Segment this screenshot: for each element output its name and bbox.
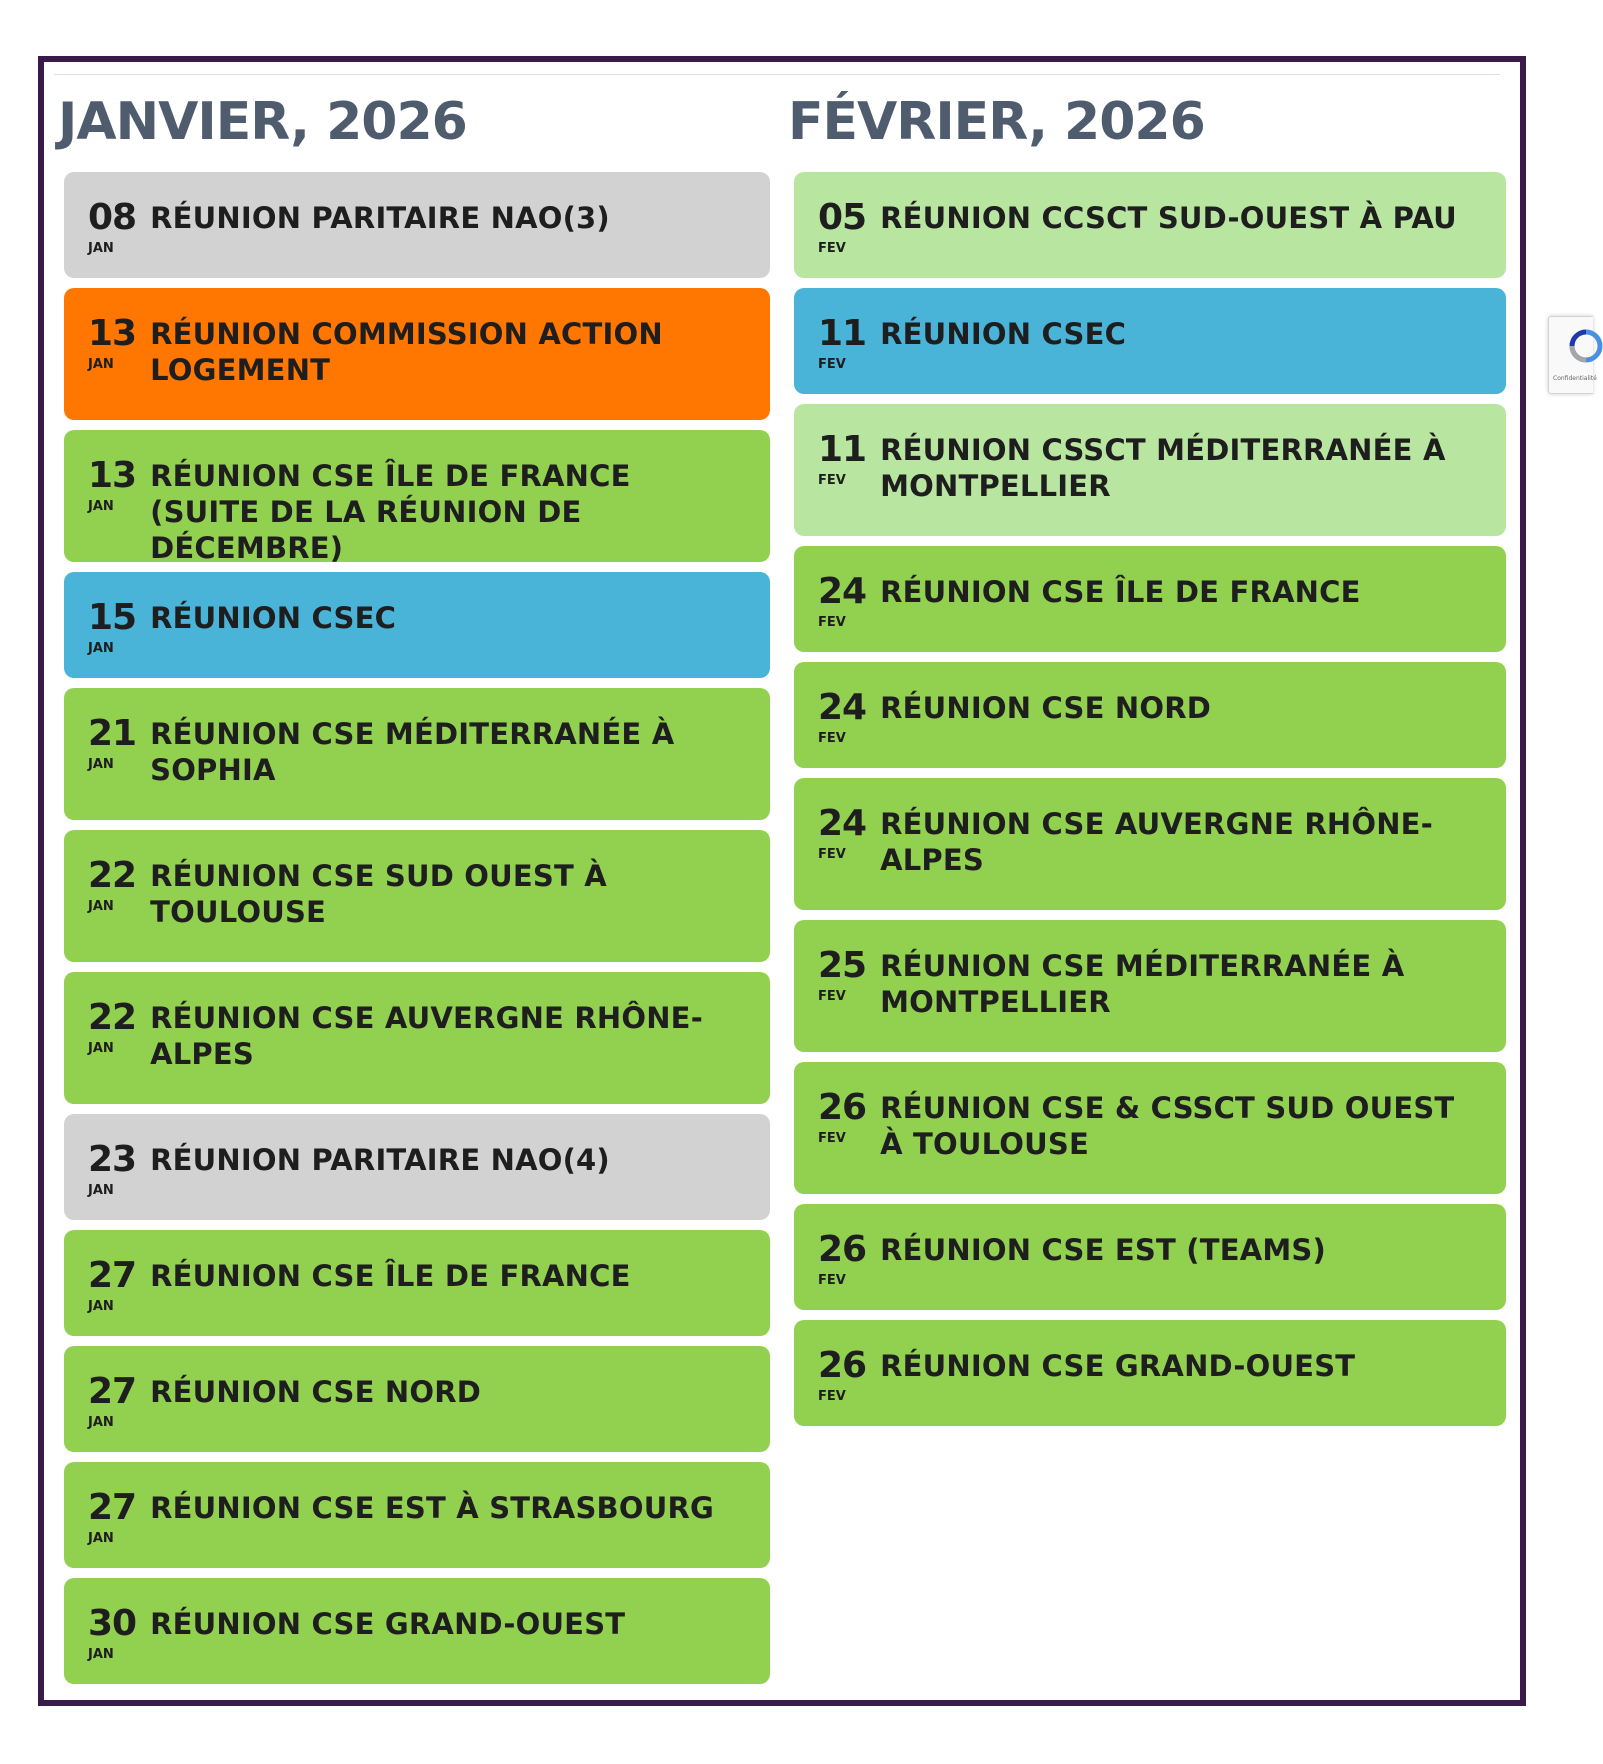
event-month: JAN <box>88 1647 114 1662</box>
event-card[interactable] <box>64 172 770 278</box>
event-card[interactable] <box>64 972 770 1104</box>
event-month: JAN <box>88 1415 114 1430</box>
event-card[interactable] <box>794 1204 1506 1310</box>
event-month: FEV <box>818 989 846 1004</box>
event-month: FEV <box>818 1131 846 1146</box>
event-day: 27 <box>88 1371 137 1412</box>
event-title: RÉUNION PARITAIRE NAO(4) <box>150 1143 610 1177</box>
event-card[interactable] <box>64 1578 770 1684</box>
event-card[interactable] <box>794 404 1506 536</box>
event-month: JAN <box>88 757 114 772</box>
event-date <box>818 1345 867 1404</box>
event-date <box>818 1229 867 1288</box>
event-month: JAN <box>88 357 114 372</box>
january-events-list <box>64 172 770 1684</box>
event-card[interactable] <box>64 1114 770 1220</box>
event-title: RÉUNION CSEC <box>150 601 397 635</box>
event-date <box>818 687 867 746</box>
event-month: JAN <box>88 1041 114 1056</box>
event-day: 24 <box>818 571 867 612</box>
event-title: RÉUNION CSE AUVERGNE RHÔNE-ALPES <box>880 807 1433 877</box>
month-heading-february: FÉVRIER, 2026 <box>788 92 1205 152</box>
event-day: 13 <box>88 455 137 496</box>
event-day: 11 <box>818 429 867 470</box>
january-column <box>58 90 770 1684</box>
event-title: RÉUNION CSE MÉDITERRANÉE À SOPHIA <box>150 717 675 787</box>
event-month: JAN <box>88 241 114 256</box>
event-month: JAN <box>88 1299 114 1314</box>
event-card[interactable] <box>794 778 1506 910</box>
event-date <box>818 197 867 256</box>
event-card[interactable] <box>64 1346 770 1452</box>
event-date <box>818 1087 867 1146</box>
event-title: RÉUNION CCSCT SUD-OUEST À PAU <box>880 201 1457 235</box>
event-title: RÉUNION CSE ÎLE DE FRANCE (SUITE DE LA RÉUNION DE DÉCEMBRE) <box>150 459 631 565</box>
event-title: RÉUNION CSE & CSSCT SUD OUEST À TOULOUSE <box>880 1091 1455 1161</box>
event-card[interactable] <box>794 920 1506 1052</box>
event-title: RÉUNION CSE GRAND-OUEST <box>150 1607 626 1641</box>
event-card[interactable] <box>64 830 770 962</box>
event-day: 13 <box>88 313 137 354</box>
divider <box>54 74 1500 75</box>
event-day: 11 <box>818 313 867 354</box>
event-month: FEV <box>818 731 846 746</box>
event-date <box>88 313 137 372</box>
event-card[interactable] <box>64 1462 770 1568</box>
event-month: FEV <box>818 1273 846 1288</box>
event-card[interactable] <box>64 688 770 820</box>
event-title: RÉUNION CSE EST (TEAMS) <box>880 1233 1326 1267</box>
event-date <box>88 1139 137 1198</box>
event-month: FEV <box>818 357 846 372</box>
event-month: JAN <box>88 499 114 514</box>
recaptcha-badge[interactable] <box>1548 316 1597 394</box>
event-card[interactable] <box>64 572 770 678</box>
event-title: RÉUNION CSE AUVERGNE RHÔNE-ALPES <box>150 1001 703 1071</box>
event-day: 05 <box>818 197 867 238</box>
event-day: 25 <box>818 945 867 986</box>
event-card[interactable] <box>64 430 770 565</box>
event-month: JAN <box>88 1183 114 1198</box>
event-title: RÉUNION CSE NORD <box>880 691 1212 725</box>
event-date <box>88 1603 137 1662</box>
event-title: RÉUNION PARITAIRE NAO(3) <box>150 201 610 235</box>
event-month: JAN <box>88 899 114 914</box>
event-title: RÉUNION CSEC <box>880 317 1127 351</box>
event-day: 08 <box>88 197 137 238</box>
month-heading-january: JANVIER, 2026 <box>58 92 467 152</box>
event-title: RÉUNION CSE EST À STRASBOURG <box>150 1491 714 1525</box>
event-date <box>88 1255 137 1314</box>
event-title: RÉUNION CSE ÎLE DE FRANCE <box>880 575 1361 609</box>
event-card[interactable] <box>64 1230 770 1336</box>
event-date <box>818 803 867 862</box>
event-date <box>88 997 137 1056</box>
event-date <box>88 1487 137 1546</box>
event-card[interactable] <box>794 288 1506 394</box>
event-date <box>88 455 137 514</box>
event-title: RÉUNION COMMISSION ACTION LOGEMENT <box>150 317 663 387</box>
event-month: FEV <box>818 473 846 488</box>
event-title: RÉUNION CSE NORD <box>150 1375 482 1409</box>
event-day: 24 <box>818 803 867 844</box>
event-month: FEV <box>818 847 846 862</box>
event-day: 27 <box>88 1255 137 1296</box>
recaptcha-icon <box>1569 329 1603 363</box>
recaptcha-label[interactable]: Confidentialité <box>1553 375 1597 382</box>
event-day: 22 <box>88 855 137 896</box>
february-column <box>788 90 1506 1426</box>
event-card[interactable] <box>794 1062 1506 1194</box>
event-card[interactable] <box>794 172 1506 278</box>
event-title: RÉUNION CSE ÎLE DE FRANCE <box>150 1259 631 1293</box>
event-date <box>88 713 137 772</box>
event-date <box>88 855 137 914</box>
event-day: 27 <box>88 1487 137 1528</box>
event-date <box>818 313 867 372</box>
event-card[interactable] <box>794 662 1506 768</box>
event-day: 30 <box>88 1603 137 1644</box>
event-day: 23 <box>88 1139 137 1180</box>
event-title: RÉUNION CSE SUD OUEST À TOULOUSE <box>150 859 607 929</box>
event-date <box>818 429 867 488</box>
event-day: 21 <box>88 713 137 754</box>
event-date <box>818 945 867 1004</box>
event-day: 26 <box>818 1229 867 1270</box>
event-date <box>88 597 137 656</box>
event-month: FEV <box>818 241 846 256</box>
event-month: JAN <box>88 641 114 656</box>
event-card[interactable] <box>794 1320 1506 1426</box>
february-events-list <box>794 172 1506 1426</box>
calendar-frame <box>38 56 1526 1706</box>
event-title: RÉUNION CSE MÉDITERRANÉE À MONTPELLIER <box>880 949 1405 1019</box>
event-date <box>818 571 867 630</box>
event-title: RÉUNION CSE GRAND-OUEST <box>880 1349 1356 1383</box>
event-day: 24 <box>818 687 867 728</box>
event-card[interactable] <box>794 546 1506 652</box>
event-month: FEV <box>818 615 846 630</box>
event-card[interactable] <box>64 288 770 420</box>
event-day: 22 <box>88 997 137 1038</box>
event-day: 26 <box>818 1087 867 1128</box>
event-day: 26 <box>818 1345 867 1386</box>
event-date <box>88 1371 137 1430</box>
event-day: 15 <box>88 597 137 638</box>
event-month: FEV <box>818 1389 846 1404</box>
event-month: JAN <box>88 1531 114 1546</box>
event-date <box>88 197 137 256</box>
event-title: RÉUNION CSSCT MÉDITERRANÉE À MONTPELLIER <box>880 433 1446 503</box>
